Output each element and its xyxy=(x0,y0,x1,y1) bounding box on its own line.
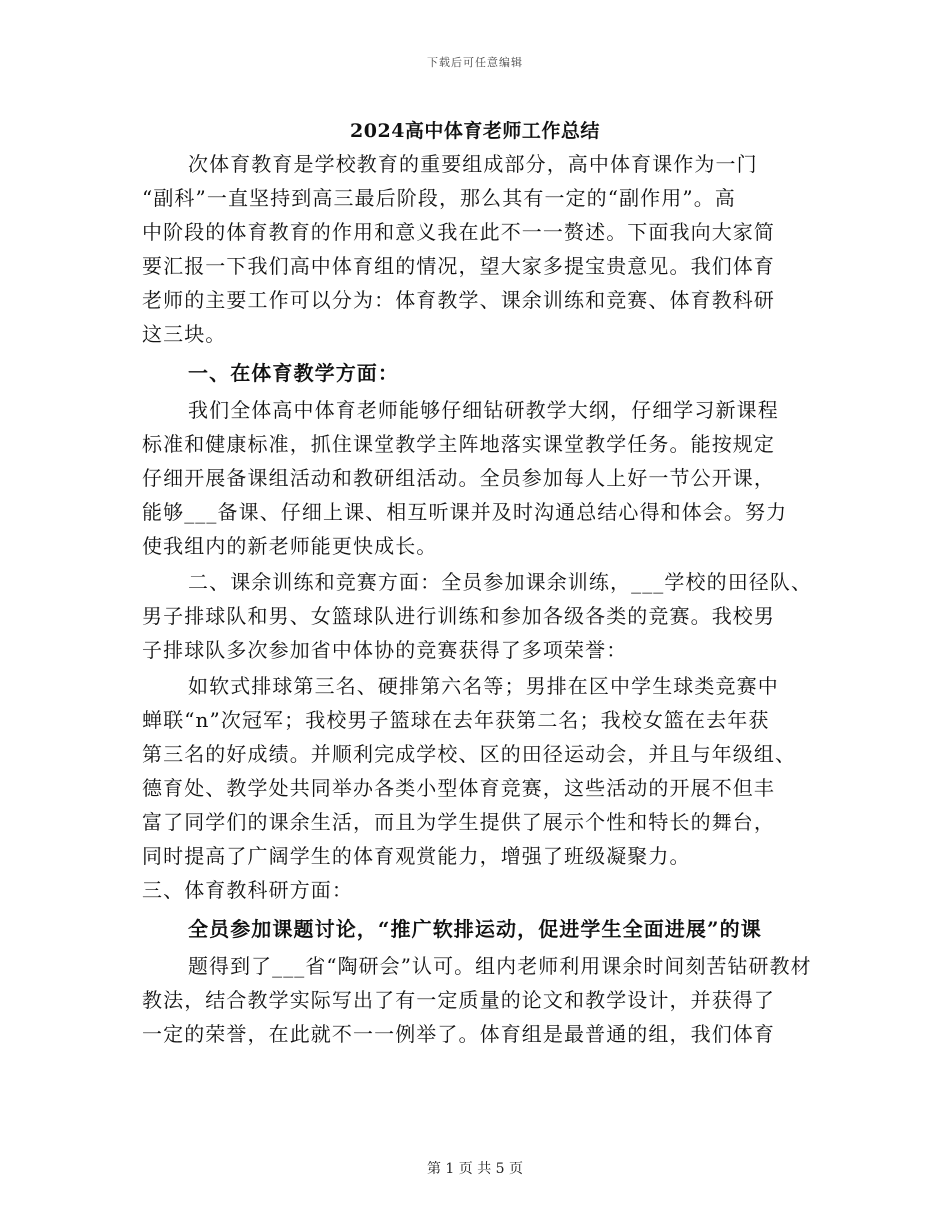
body-line: 中阶段的体育教育的作用和意义我在此不一一赘述。下面我向大家简 xyxy=(142,220,775,244)
page-number: 第 1 页 共 5 页 xyxy=(426,1161,524,1177)
body-line: 这三块。 xyxy=(142,322,227,346)
body-line: 要汇报一下我们高中体育组的情况，望大家多提宝贵意见。我们体育 xyxy=(142,254,775,278)
document-title: 2024高中体育老师工作总结 xyxy=(350,120,600,142)
body-line: “副科”一直坚持到高三最后阶段，那么其有一定的“副作用”。高 xyxy=(142,186,736,210)
page-header: 下载后可任意编辑 xyxy=(427,56,523,69)
section-heading: 一、在体育教学方面： xyxy=(188,361,399,385)
body-line: 男子排球队和男、女篮球队进行训练和参加各级各类的竞赛。我校男 xyxy=(142,604,775,628)
body-line: 使我组内的新老师能更快成长。 xyxy=(142,534,438,558)
body-line: 第三名的好成绩。并顺利完成学校、区的田径运动会，并且与年级组、 xyxy=(142,742,797,766)
body-line: 三、体育教科研方面： xyxy=(142,878,353,902)
body-line: 子排球队多次参加省中体协的竞赛获得了多项荣誉： xyxy=(142,638,628,662)
body-line: 标准和健康标准，抓住课堂教学主阵地落实课堂教学任务。能按规定 xyxy=(142,432,775,456)
section-heading: 全员参加课题讨论，“推广软排运动，促进学生全面进展”的课 xyxy=(188,917,762,941)
body-line: 我们全体高中体育老师能够仔细钻研教学大纲，仔细学习新课程 xyxy=(188,398,779,422)
body-line: 次体育教育是学校教育的重要组成部分，高中体育课作为一门 xyxy=(188,152,758,176)
body-line: 仔细开展备课组活动和教研组活动。全员参加每人上好一节公开课， xyxy=(142,466,775,490)
body-line: 蝉联“n”次冠军；我校男子篮球在去年获第二名；我校女篮在去年获 xyxy=(142,708,770,732)
body-line: 二、课余训练和竞赛方面：全员参加课余训练，___学校的田径队、 xyxy=(188,570,813,594)
body-line: 同时提高了广阔学生的体育观赏能力，增强了班级凝聚力。 xyxy=(142,844,691,868)
body-line: 能够___备课、仔细上课、相互听课并及时沟通总结心得和体会。努力 xyxy=(142,500,788,524)
body-line: 富了同学们的课余生活，而且为学生提供了展示个性和特长的舞台， xyxy=(142,810,775,834)
body-line: 如软式排球第三名、硬排第六名等；男排在区中学生球类竞赛中 xyxy=(188,674,779,698)
body-line: 老师的主要工作可以分为：体育教学、课余训练和竞赛、体育教科研 xyxy=(142,288,775,312)
body-line: 德育处、教学处共同举办各类小型体育竞赛，这些活动的开展不但丰 xyxy=(142,776,775,800)
body-line: 教法，结合教学实际写出了有一定质量的论文和教学设计，并获得了 xyxy=(142,988,775,1012)
body-line: 一定的荣誉，在此就不一一例举了。体育组是最普通的组，我们体育 xyxy=(142,1022,775,1046)
body-line: 题得到了___省“陶研会”认可。组内老师利用课余时间刻苦钻研教材 xyxy=(188,954,812,978)
